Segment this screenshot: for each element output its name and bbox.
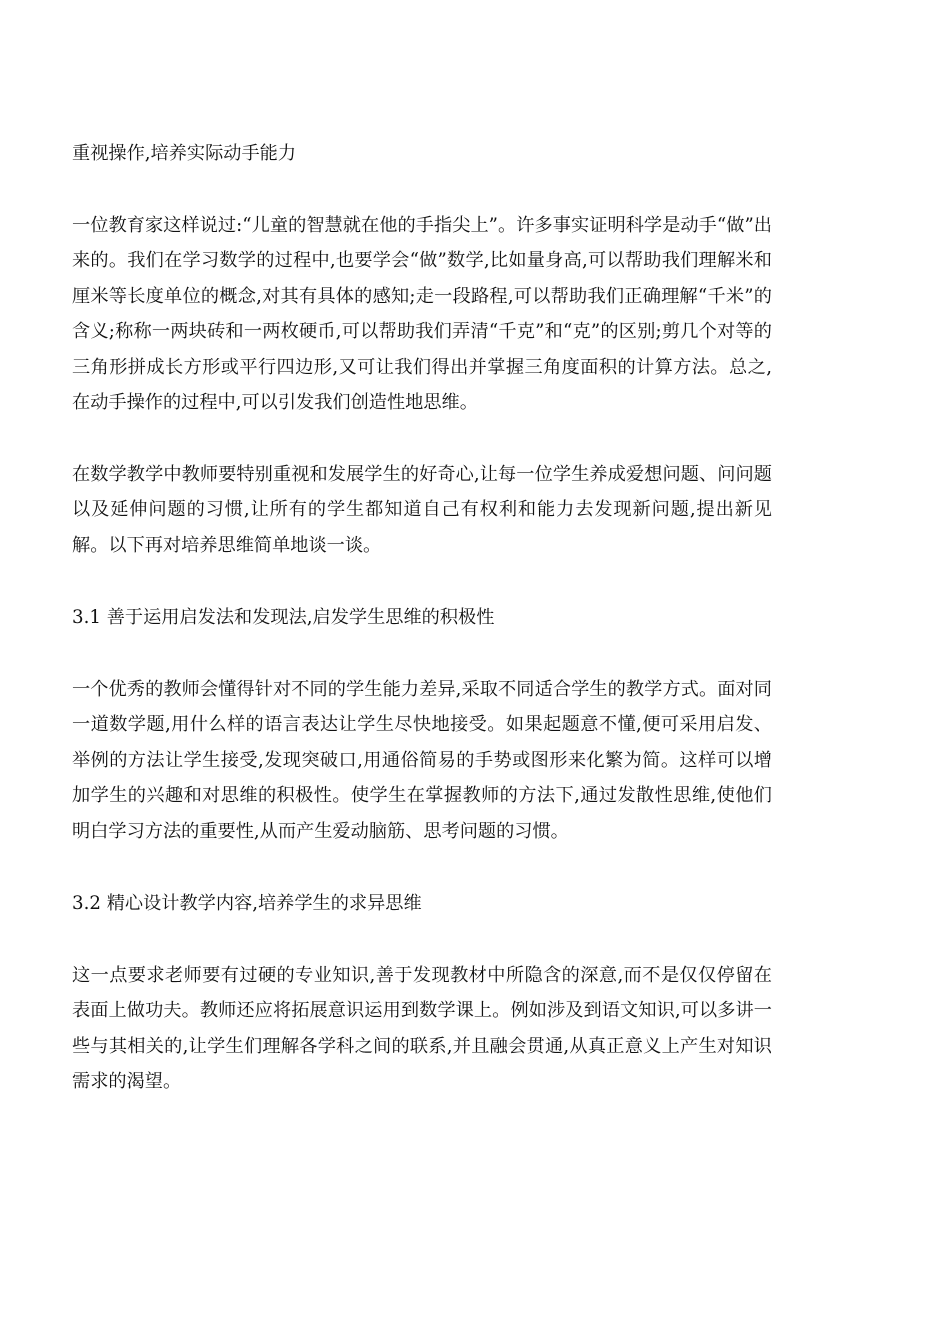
section-heading-hands-on: 重视操作,培养实际动手能力 bbox=[72, 143, 297, 164]
section-heading-3-1: 3.1 善于运用启发法和发现法,启发学生思维的积极性 bbox=[72, 607, 495, 628]
paragraph-3-2: 这一点要求老师要有过硬的专业知识,善于发现教材中所隐含的深意,而不是仅仅停留在表面上做功夫。教师还应将拓展意识运用到数学课上。例如涉及到语文知识,可以多讲一些与其相关的,让学生们理解各学科之间的联系,并且融会贯通,从真正意义上产生对知识需求的渴望。 bbox=[72, 964, 772, 1092]
section-heading-3-2: 3.2 精心设计教学内容,培养学生的求异思维 bbox=[72, 893, 422, 914]
paragraph-curiosity: 在数学教学中教师要特别重视和发展学生的好奇心,让每一位学生养成爱想问题、问问题以及延伸问题的习惯,让所有的学生都知道自己有权利和能力去发现新问题,提出新见解。以下再对培养思维简单地谈一谈。 bbox=[72, 463, 772, 556]
paragraph-hands-on: 一位教育家这样说过:“儿童的智慧就在他的手指尖上”。许多事实证明科学是动手“做”出来的。我们在学习数学的过程中,也要学会“做”数学,比如量身高,可以帮助我们理解米和厘米等长度单位的概念,对其有具体的感知;走一段路程,可以帮助我们正确理解“千米”的含义;称称一两块砖和一两枚硬币,可以帮助我们弄清“千克”和“克”的区别;剪几个对等的三角形拼成长方形或平行四边形,又可让我们得出并掌握三角度面积的计算方法。总之,在动手操作的过程中,可以引发我们创造性地思维。 bbox=[72, 214, 772, 413]
paragraph-3-1: 一个优秀的教师会懂得针对不同的学生能力差异,采取不同适合学生的教学方式。面对同一道数学题,用什么样的语言表达让学生尽快地接受。如果起题意不懂,便可采用启发、举例的方法让学生接受,发现突破口,用通俗简易的手势或图形来化繁为简。这样可以增加学生的兴趣和对思维的积极性。使学生在掌握教师的方法下,通过发散性思维,使他们明白学习方法的重要性,从而产生爱动脑筋、思考问题的习惯。 bbox=[72, 678, 772, 842]
document-body bbox=[72, 136, 772, 1100]
